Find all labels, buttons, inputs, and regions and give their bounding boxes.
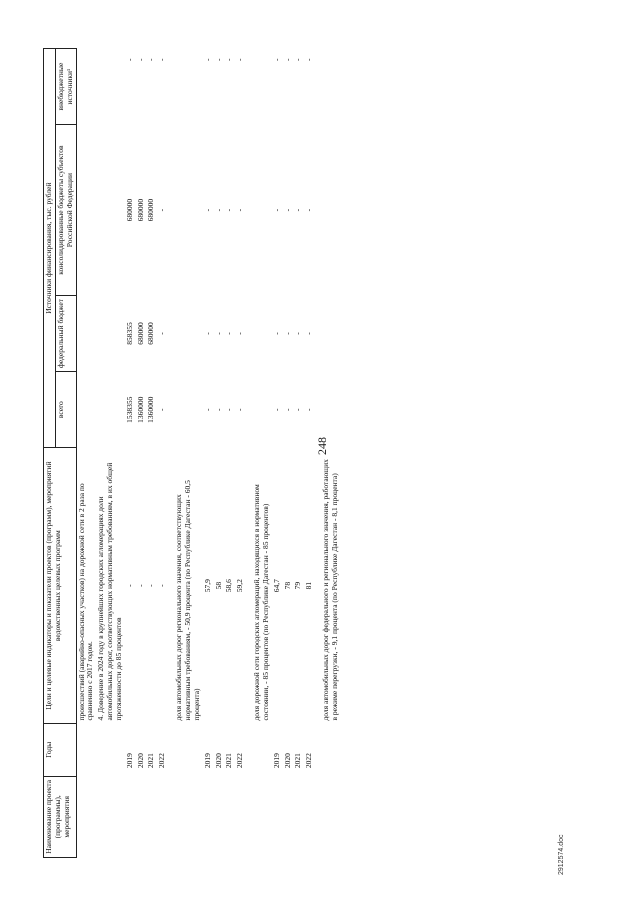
table-row — [283, 49, 294, 858]
year-cell: 2019 — [202, 753, 212, 769]
total-value: - — [235, 408, 245, 411]
regional-value: - — [235, 208, 245, 212]
total-value: 1360000 — [135, 396, 145, 423]
offbudget-value: - — [271, 58, 281, 61]
goal-value: 81 — [304, 581, 314, 590]
goal-value: 59,2 — [235, 579, 245, 593]
header-total: всего — [55, 372, 76, 448]
goal-value: 58,6 — [224, 579, 234, 593]
year-cell: 2021 — [293, 753, 303, 769]
header-sources: Источники финансирования, тыс. рублей — [44, 49, 56, 448]
table-row — [203, 49, 214, 858]
table-row — [224, 49, 235, 858]
header-offbudget: внебюджетные источники¹ — [55, 49, 76, 125]
federal-value: - — [271, 332, 281, 335]
federal-value: - — [224, 332, 234, 335]
federal-value: - — [213, 332, 223, 335]
offbudget-value: - — [135, 58, 145, 61]
table-row — [214, 49, 225, 858]
regional-value: - — [282, 208, 292, 212]
goal-value: 79 — [293, 581, 303, 590]
regional-value: 680000 — [146, 198, 156, 222]
regional-value: - — [157, 208, 167, 212]
offbudget-value: - — [202, 58, 212, 61]
year-cell: 2020 — [213, 753, 223, 769]
federal-value: 680000 — [135, 322, 145, 345]
goal-value: - — [157, 584, 167, 587]
year-cell: 2020 — [135, 753, 145, 769]
year-cell: 2019 — [124, 753, 134, 769]
total-value: - — [213, 408, 223, 411]
block2-text: доля автомобильных дорог регионального значения, соответствующих нормативным требованиям, - 50,9 процента (по Республике Дагестан - 60,5 процента) — [174, 480, 201, 721]
total-value: - — [271, 408, 281, 411]
goal-value: 78 — [282, 581, 292, 590]
header-name: Наименование проекта (программы), мероприятия — [44, 776, 77, 857]
offbudget-value: - — [304, 58, 314, 61]
header-federal: федеральный бюджет — [55, 295, 76, 371]
regional-value: - — [213, 208, 223, 212]
header-regional: консолидированные бюджеты субъектов Российской Федерации — [55, 125, 76, 296]
goal-value: - — [124, 584, 134, 587]
table-row — [235, 49, 246, 858]
regional-value: - — [224, 208, 234, 212]
goal-value: 58 — [213, 581, 223, 590]
total-value: - — [304, 408, 314, 411]
offbudget-value: - — [213, 58, 223, 61]
federal-value: 680000 — [146, 322, 156, 345]
goal-value: 64,7 — [271, 579, 281, 593]
block4-text: доля автомобильных дорог федерального и регионального значения, работающих в режиме перегрузки, - 9,1 процента (по Республике Дагестан - 8,1 процента) — [321, 459, 339, 721]
total-value: - — [293, 408, 303, 411]
total-value: 1538355 — [124, 396, 134, 423]
regional-value: 680000 — [135, 198, 145, 222]
header-goals: Цели и целевые индикаторы и показатели проектов (программ), мероприятий ведомственных целевых программ — [44, 448, 77, 724]
block3-text: доля дорожной сети городских агломераций, находящихся в нормативном состоянии, - 85 процентов (по Республике Дагестан - 85 процентов) — [252, 484, 270, 721]
regional-value: - — [202, 208, 212, 212]
table-row — [125, 49, 136, 858]
offbudget-value: - — [146, 58, 156, 61]
offbudget-value: - — [224, 58, 234, 61]
table-row — [146, 49, 157, 858]
federal-value: 858355 — [124, 322, 134, 345]
offbudget-value: - — [124, 58, 134, 61]
offbudget-value: - — [157, 58, 167, 61]
page-number: 248 — [315, 437, 329, 455]
regional-value: - — [271, 208, 281, 212]
regional-value: - — [293, 208, 303, 212]
total-value: - — [224, 408, 234, 411]
regional-value: 680000 — [124, 198, 134, 222]
total-value: - — [157, 408, 167, 411]
year-cell: 2022 — [157, 753, 167, 769]
document-id: 2912574.doc — [558, 834, 565, 875]
table-row — [304, 49, 315, 858]
year-cell: 2022 — [304, 753, 314, 769]
funding-table-area — [43, 48, 593, 858]
offbudget-value: - — [293, 58, 303, 61]
federal-value: - — [282, 332, 292, 335]
year-cell: 2021 — [146, 753, 156, 769]
table-row — [157, 49, 168, 858]
federal-value: - — [202, 332, 212, 335]
year-cell: 2021 — [224, 753, 234, 769]
offbudget-value: - — [235, 58, 245, 61]
table-row — [136, 49, 147, 858]
federal-value: - — [293, 332, 303, 335]
header-years: Годы — [44, 724, 77, 777]
federal-value: - — [304, 332, 314, 335]
offbudget-value: - — [282, 58, 292, 61]
year-cell: 2019 — [271, 753, 281, 769]
goal-value: - — [135, 584, 145, 587]
block1-item4: 4. Доведение в 2024 году в крупнейших городских агломерациях доли автомобильных дорог, соответствующих нормативным требованиям, в их общей протяженности до 85 процентов — [96, 462, 123, 721]
funding-table — [43, 48, 341, 858]
goal-value: - — [146, 584, 156, 587]
table-row — [293, 49, 304, 858]
total-value: 1360000 — [146, 396, 156, 423]
table-row — [272, 49, 283, 858]
federal-value: - — [157, 332, 167, 335]
regional-value: - — [304, 208, 314, 212]
total-value: - — [202, 408, 212, 411]
goal-value: 57,9 — [202, 579, 212, 593]
federal-value: - — [235, 332, 245, 335]
year-cell: 2020 — [282, 753, 292, 769]
total-value: - — [282, 408, 292, 411]
block1-intro: происшествий (аварийно-опасных участков) на дорожной сети в 2 раза по сравнению с 2017 годом. — [76, 483, 95, 721]
year-cell: 2022 — [235, 753, 245, 769]
